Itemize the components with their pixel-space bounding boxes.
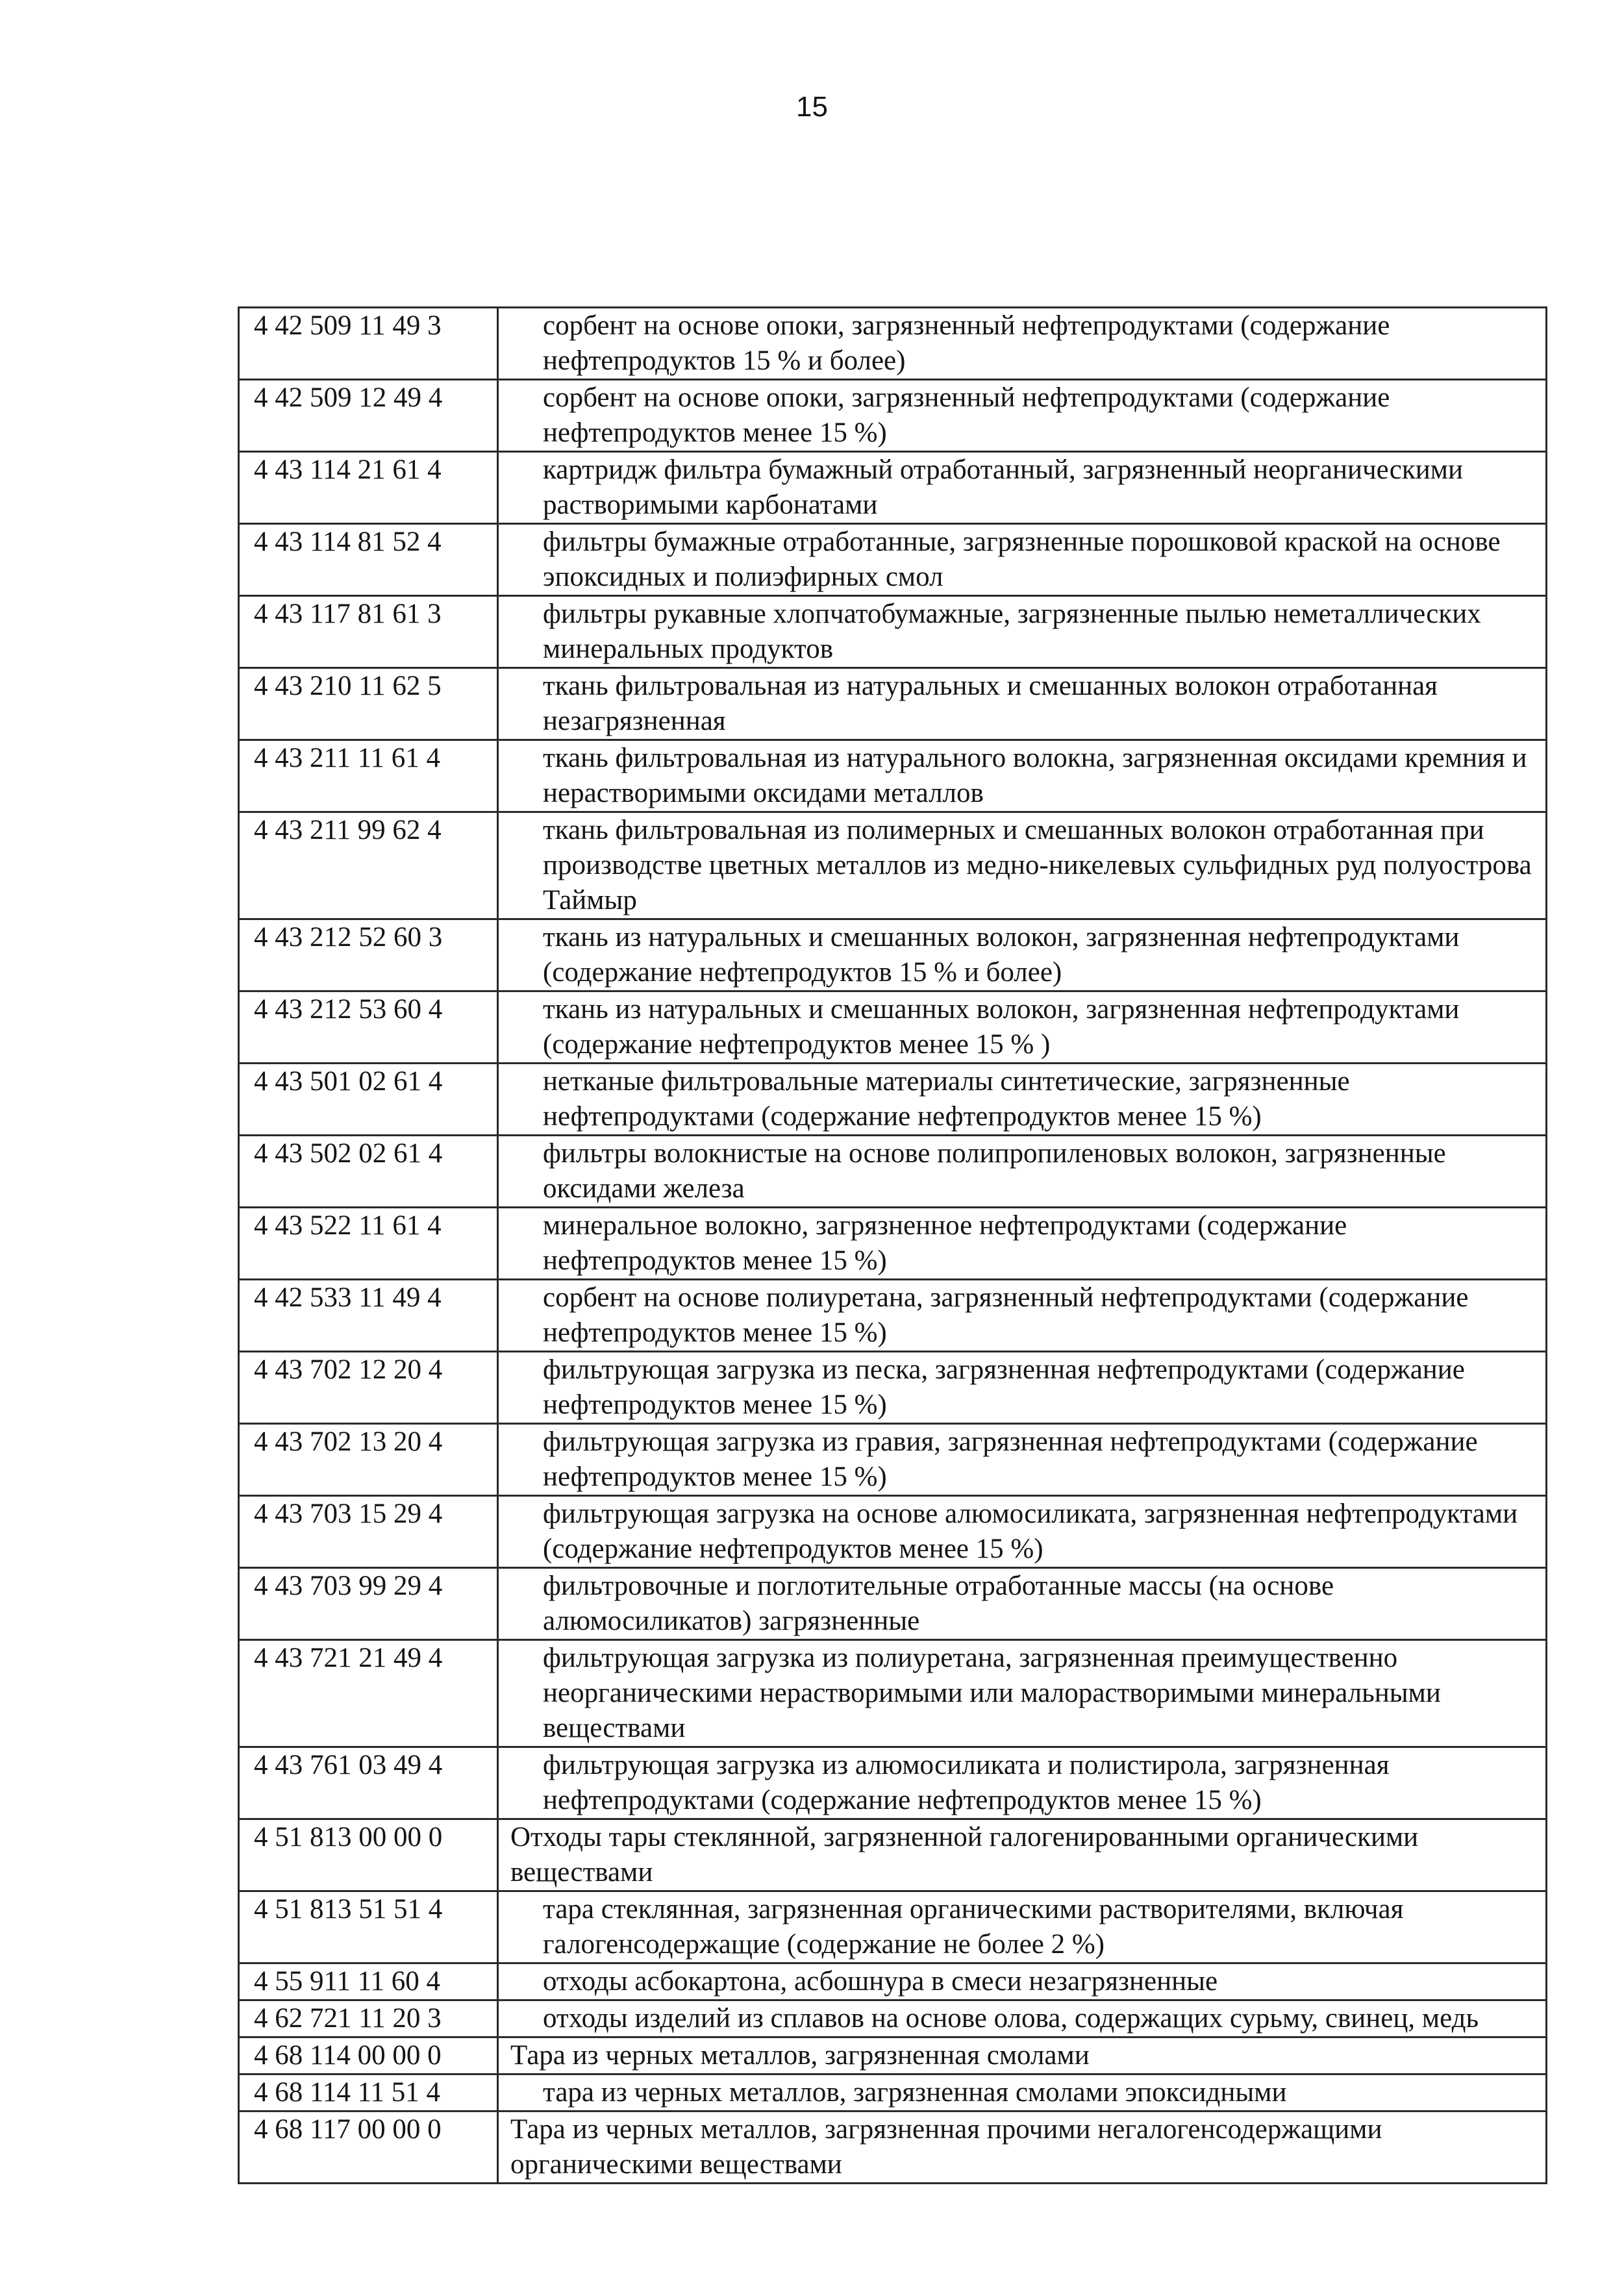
table-row [239,1963,1547,2000]
waste-code-cell: 4 43 702 12 20 4 [239,1352,498,1424]
waste-description-cell: нетканые фильтровальные материалы синтетические, загрязненные нефтепродуктами (содержание нефтепродуктов менее 15 %) [498,1064,1547,1136]
waste-code-cell: 4 43 703 99 29 4 [239,1568,498,1640]
waste-description-cell: фильтрующая загрузка из песка, загрязненная нефтепродуктами (содержание нефтепродуктов менее 15 %) [498,1352,1547,1424]
waste-description-cell: тара из черных металлов, загрязненная смолами эпоксидными [498,2074,1547,2111]
waste-code-cell: 4 43 702 13 20 4 [239,1424,498,1496]
waste-code-cell: 4 68 114 11 51 4 [239,2074,498,2111]
waste-code-cell: 4 55 911 11 60 4 [239,1963,498,2000]
waste-description-cell: фильтры рукавные хлопчатобумажные, загрязненные пылью неметаллических минеральных продуктов [498,596,1547,668]
waste-code-cell: 4 43 114 21 61 4 [239,452,498,524]
registry-body [239,308,1547,2184]
waste-code-cell: 4 43 117 81 61 3 [239,596,498,668]
table-row [239,1496,1547,1568]
waste-description-cell: Тара из черных металлов, загрязненная смолами [498,2037,1547,2074]
waste-description-cell: ткань из натуральных и смешанных волокон, загрязненная нефтепродуктами (содержание нефтепродуктов 15 % и более) [498,919,1547,991]
waste-description-cell: фильтровочные и поглотительные отработанные массы (на основе алюмосиликатов) загрязненные [498,1568,1547,1640]
waste-code-cell: 4 42 509 12 49 4 [239,380,498,452]
table-row [239,1280,1547,1352]
table-row [239,668,1547,740]
table-row-group [239,2111,1547,2184]
table-row [239,991,1547,1064]
table-row [239,452,1547,524]
waste-description-cell: сорбент на основе опоки, загрязненный нефтепродуктами (содержание нефтепродуктов 15 % и более) [498,308,1547,380]
table-row [239,1568,1547,1640]
table-row [239,1424,1547,1496]
waste-description-cell: отходы асбокартона, асбошнура в смеси незагрязненные [498,1963,1547,2000]
waste-description-cell: фильтрующая загрузка из гравия, загрязненная нефтепродуктами (содержание нефтепродуктов менее 15 %) [498,1424,1547,1496]
table-row [239,812,1547,919]
table-row [239,1136,1547,1208]
waste-code-cell: 4 68 117 00 00 0 [239,2111,498,2184]
table-row [239,1891,1547,1963]
table-row [239,524,1547,596]
waste-code-cell: 4 51 813 00 00 0 [239,1819,498,1891]
waste-description-cell: фильтры волокнистые на основе полипропиленовых волокон, загрязненные оксидами железа [498,1136,1547,1208]
waste-code-cell: 4 42 509 11 49 3 [239,308,498,380]
table-row-group [239,1819,1547,1891]
table-row-group [239,2037,1547,2074]
waste-description-cell: Отходы тары стеклянной, загрязненной галогенированными органическими веществами [498,1819,1547,1891]
waste-code-cell: 4 43 761 03 49 4 [239,1747,498,1819]
waste-description-cell: минеральное волокно, загрязненное нефтепродуктами (содержание нефтепродуктов менее 15 %) [498,1208,1547,1280]
waste-code-cell: 4 43 210 11 62 5 [239,668,498,740]
waste-code-cell: 4 43 522 11 61 4 [239,1208,498,1280]
waste-code-cell: 4 43 212 52 60 3 [239,919,498,991]
table-row [239,1208,1547,1280]
waste-description-cell: ткань фильтровальная из натурального волокна, загрязненная оксидами кремния и нерастворимыми оксидами металлов [498,740,1547,812]
table-row [239,740,1547,812]
waste-code-cell: 4 43 501 02 61 4 [239,1064,498,1136]
waste-description-cell: фильтрующая загрузка на основе алюмосиликата, загрязненная нефтепродуктами (содержание нефтепродуктов менее 15 %) [498,1496,1547,1568]
page-number: 15 [796,91,828,123]
waste-code-cell: 4 42 533 11 49 4 [239,1280,498,1352]
waste-description-cell: картридж фильтра бумажный отработанный, загрязненный неорганическими растворимыми карбонатами [498,452,1547,524]
waste-description-cell: фильтрующая загрузка из полиуретана, загрязненная преимущественно неорганическими нерастворимыми или малорастворимыми минеральными веществами [498,1640,1547,1747]
table-row [239,2000,1547,2037]
waste-description-cell: тара стеклянная, загрязненная органическими растворителями, включая галогенсодержащие (содержание не более 2 %) [498,1891,1547,1963]
waste-code-cell: 4 68 114 00 00 0 [239,2037,498,2074]
table-row [239,919,1547,991]
waste-code-cell: 4 43 721 21 49 4 [239,1640,498,1747]
waste-description-cell: Тара из черных металлов, загрязненная прочими негалогенсодержащими органическими веществами [498,2111,1547,2184]
waste-description-cell: ткань из натуральных и смешанных волокон, загрязненная нефтепродуктами (содержание нефтепродуктов менее 15 % ) [498,991,1547,1064]
waste-description-cell: ткань фильтровальная из полимерных и смешанных волокон отработанная при производстве цветных металлов из медно-никелевых сульфидных руд полуострова Таймыр [498,812,1547,919]
waste-registry-table [238,306,1547,2184]
table-row [239,1640,1547,1747]
table-row [239,380,1547,452]
waste-code-cell: 4 43 211 11 61 4 [239,740,498,812]
waste-description-cell: ткань фильтровальная из натуральных и смешанных волокон отработанная незагрязненная [498,668,1547,740]
waste-code-cell: 4 43 211 99 62 4 [239,812,498,919]
waste-code-cell: 4 51 813 51 51 4 [239,1891,498,1963]
table-row [239,1352,1547,1424]
table-row [239,1747,1547,1819]
waste-description-cell: фильтрующая загрузка из алюмосиликата и полистирола, загрязненная нефтепродуктами (содержание нефтепродуктов менее 15 %) [498,1747,1547,1819]
waste-code-cell: 4 43 703 15 29 4 [239,1496,498,1568]
table-row [239,2074,1547,2111]
table-row [239,308,1547,380]
waste-code-cell: 4 43 212 53 60 4 [239,991,498,1064]
waste-description-cell: фильтры бумажные отработанные, загрязненные порошковой краской на основе эпоксидных и полиэфирных смол [498,524,1547,596]
waste-description-cell: сорбент на основе полиуретана, загрязненный нефтепродуктами (содержание нефтепродуктов менее 15 %) [498,1280,1547,1352]
table-row [239,596,1547,668]
table-row [239,1064,1547,1136]
waste-code-cell: 4 43 114 81 52 4 [239,524,498,596]
waste-description-cell: сорбент на основе опоки, загрязненный нефтепродуктами (содержание нефтепродуктов менее 15 %) [498,380,1547,452]
waste-code-cell: 4 62 721 11 20 3 [239,2000,498,2037]
waste-description-cell: отходы изделий из сплавов на основе олова, содержащих сурьму, свинец, медь [498,2000,1547,2037]
waste-code-cell: 4 43 502 02 61 4 [239,1136,498,1208]
